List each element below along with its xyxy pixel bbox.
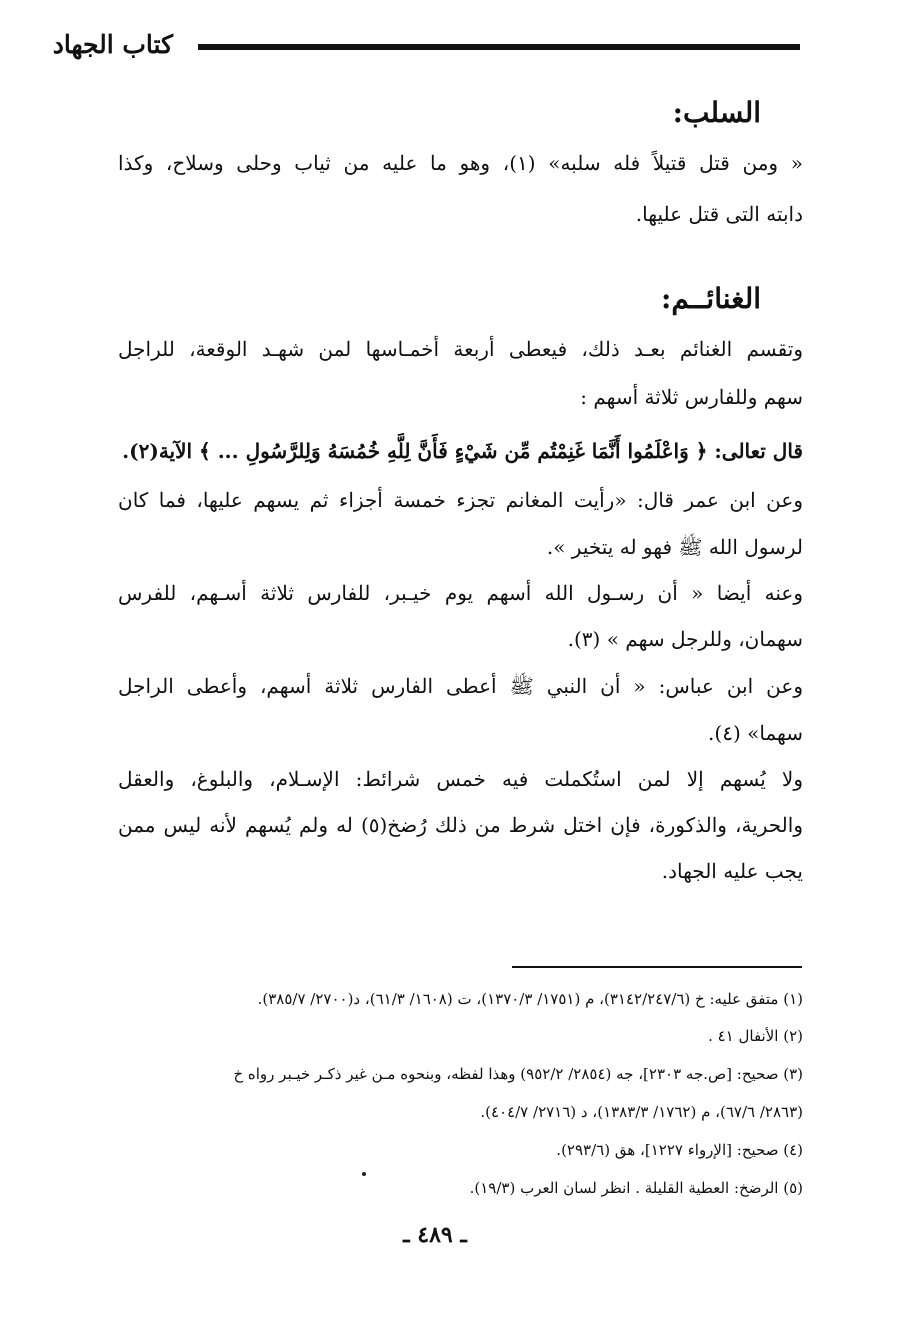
footnote-3-continued: (٢٨٦٣/ ٦٧/٦)، م (١٧٦٢/ ١٣٨٣/٣)، د (٢٧١٦/ ٤٠٤/٧). [480, 1103, 803, 1121]
paragraph-line: وعنه أيضا « أن رسـول الله أسهم يوم خيـبر، للفارس ثلاثة أسـهم، للفرس [118, 581, 803, 605]
footnote-5: (٥) الرضخ: العطية القليلة . انظر لسان العرب (١٩/٣). [469, 1179, 803, 1197]
footnote-3: (٣) صحيح: [ص.جه ٢٣٠٣]، جه (٢٨٥٤/ ٩٥٢/٢) وهذا لفظه، وبنحوه مـن غير ذكـر خيـبر رواه خ [233, 1065, 803, 1083]
footnote-4: (٤) صحيح: [الإرواء ١٢٢٧]، هق (٢٩٣/٦). [556, 1141, 803, 1159]
paragraph-line: وتقسم الغنائم بعـد ذلك، فيعطى أربعة أخمـاسها لمن شهـد الوقعة، للراجل [118, 337, 803, 361]
paragraph-line: وعن ابن عباس: « أن النبي ﷺ أعطى الفارس ثلاثة أسهم، وأعطى الراجل [118, 674, 803, 698]
section-heading-salab: السلب: [672, 96, 761, 129]
running-header-title: كتاب الجهاد [52, 30, 173, 59]
footnote-1: (١) متفق عليه: خ (٣١٤٢/٢٤٧/٦)، م (١٧٥١/ ١٣٧٠/٣)، ت (١٦٠٨/ ٦١/٣)، د(٢٧٠٠/ ٣٨٥/٧). [257, 990, 803, 1008]
section-heading-ghanaim: الغنائــم: [661, 282, 761, 315]
paragraph-line: وعن ابن عمر قال: «رأيت المغانم تجزء خمسة أجزاء ثم يسهم عليها، فما كان [118, 488, 803, 512]
header-rule [198, 44, 800, 50]
paragraph-line: سهمان، وللرجل سهم » (٣). [567, 627, 803, 651]
paragraph-line: ولا يُسهم إلا لمن استُكملت فيه خمس شرائط: الإسـلام، والبلوغ، والعقل [118, 767, 803, 791]
paragraph-line: دابته التى قتل عليها. [635, 202, 803, 226]
footnote-2: (٢) الأنفال ٤١ . [708, 1027, 803, 1045]
footnote-rule [512, 966, 802, 968]
paragraph-line: والحرية، والذكورة، فإن اختل شرط من ذلك رُضخ(٥) له ولم يُسهم لأنه ليس ممن [118, 813, 803, 837]
paragraph-line: سهما» (٤). [708, 721, 803, 745]
page-number: ـ ٤٨٩ ـ [403, 1222, 467, 1248]
paragraph-line: « ومن قتل قتيلاً فله سلبه» (١)، وهو ما عليه من ثياب وحلى وسلاح، وكذا [118, 151, 803, 175]
paragraph-line: سهم وللفارس ثلاثة أسهم : [580, 385, 803, 409]
stray-dot [362, 1172, 366, 1176]
quran-verse-line: قال تعالى: ﴿ وَاعْلَمُوا أَنَّمَا غَنِمْتُم مِّن شَيْءٍ فَأَنَّ لِلَّهِ خُمُسَهُ وَلِلرَّسُولِ ... ﴾ الآية(٢). [122, 439, 803, 463]
paragraph-line: لرسول الله ﷺ فهو له يتخير ». [546, 535, 803, 559]
paragraph-line: يجب عليه الجهاد. [661, 859, 803, 883]
